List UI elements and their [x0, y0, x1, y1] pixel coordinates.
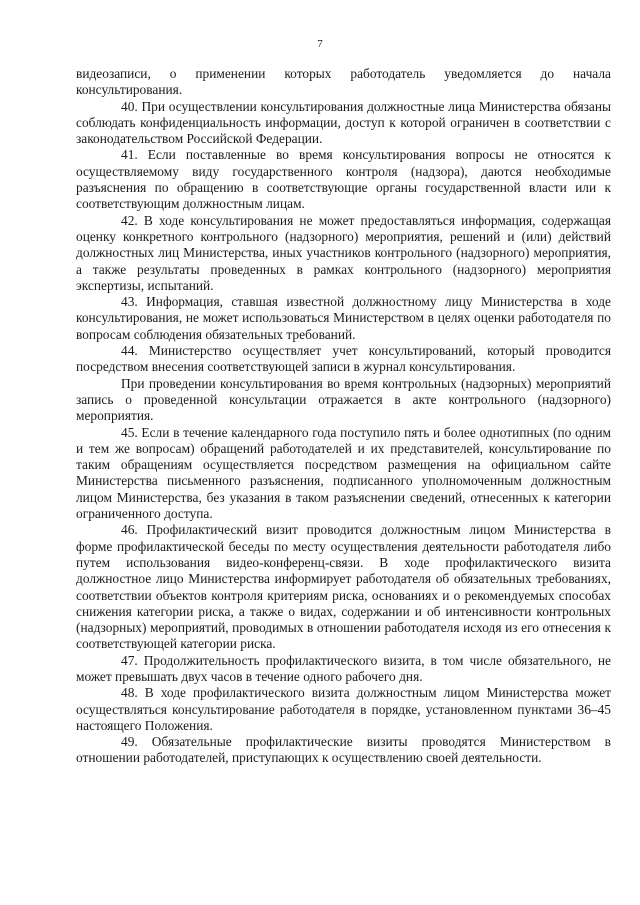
paragraph-46: 46. Профилактический визит проводится должностным лицом Министерства в форме профилактической беседы по месту осуществления деятельности работодателя либо путем использования видео-конференц-связи. В ходе профилактического визита должностное лицо Министерства информирует работодателя об обязательных требованиях, соответствии объектов контроля критериям риска, основаниях и о рекомендуемых способах снижения категории риска, а также о видах, содержании и об интенсивности контрольных (надзорных) мероприятий, проводимых в отношении работодателя исходя из его отнесения к соответствующей категории риска. — [76, 522, 611, 652]
paragraph-43: 43. Информация, ставшая известной должностному лицу Министерства в ходе консультирования, не может использоваться Министерством в целях оценки работодателя по вопросам соблюдения обязательных требований. — [76, 294, 611, 342]
paragraph-48: 48. В ходе профилактического визита должностным лицом Министерства может осуществляться консультирование работодателя в порядке, установленном пунктами 36–45 настоящего Положения. — [76, 685, 611, 733]
paragraph-47: 47. Продолжительность профилактического визита, в том числе обязательного, не может превышать двух часов в течение одного рабочего дня. — [76, 652, 611, 684]
paragraph-44-note: При проведении консультирования во время контрольных (надзорных) мероприятий запись о проведенной консультации отражается в акте контрольного (надзорного) мероприятия. — [76, 375, 611, 424]
paragraph-44: 44. Министерство осуществляет учет консультирований, который проводится посредством внесения соответствующей записи в журнал консультирования. — [76, 343, 611, 375]
paragraph-45: 45. Если в течение календарного года поступило пять и более однотипных (по одним и тем же вопросам) обращений работодателей и их представителей, консультирование по таким обращениям осуществляется посредством размещения на официальном сайте Министерства письменного разъяснения, подписанного уполномоченным должностным лицом Министерства, без указания в таком разъяснении сведений, отнесенных к категории ограниченного доступа. — [76, 424, 611, 522]
paragraph-41: 41. Если поставленные во время консультирования вопросы не относятся к осуществляемому виду государственного контроля (надзора), даются необходимые разъяснения по обращению в соответствующие органы государственной власти или к соответствующим должностным лицам. — [76, 147, 611, 212]
paragraph-continuation: видеозаписи, о применении которых работодатель уведомляется до начала консультирования. — [76, 66, 611, 98]
paragraph-42: 42. В ходе консультирования не может предоставляться информация, содержащая оценку конкретного контрольного (надзорного) мероприятия, решений и (или) действий должностных лиц Министерства, иных участников контрольного (надзорного) мероприятия, а также результаты проведенных в рамках контрольного (надзорного) мероприятия экспертизы, испытаний. — [76, 212, 611, 293]
paragraph-40: 40. При осуществлении консультирования должностные лица Министерства обязаны соблюдать конфиденциальность информации, доступ к которой ограничен в соответствии с законодательством Российской Федерации. — [76, 98, 611, 147]
paragraph-49: 49. Обязательные профилактические визиты проводятся Министерством в отношении работодателей, приступающих к осуществлению своей деятельности. — [76, 734, 611, 766]
document-body — [76, 66, 611, 767]
page-number: 7 — [317, 38, 323, 50]
